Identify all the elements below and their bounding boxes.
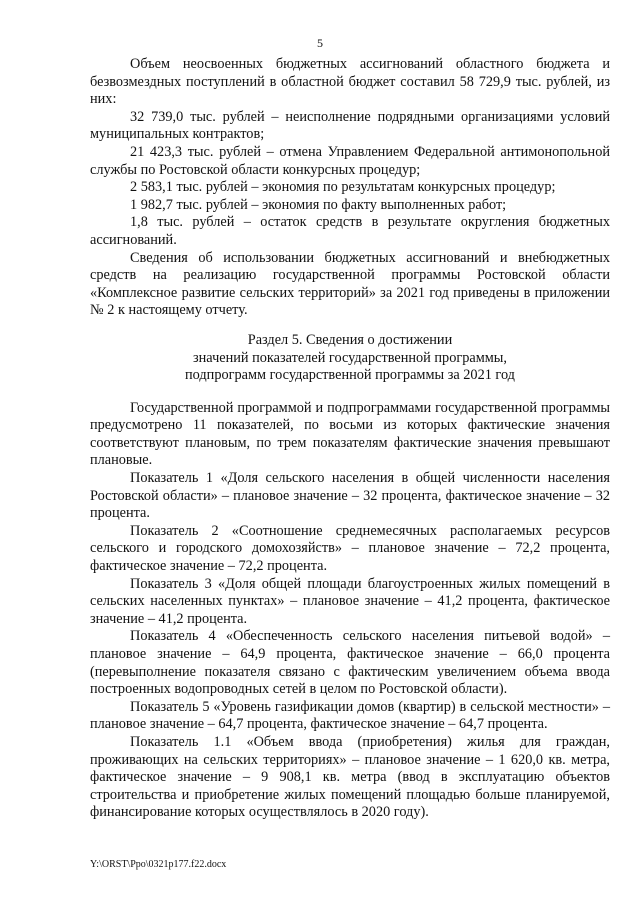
- paragraph-item-rounding: 1,8 тыс. рублей – остаток средств в результате округления бюджетных ассигнований.: [90, 214, 610, 248]
- page-number: 5: [317, 36, 323, 50]
- section-title: [90, 332, 610, 385]
- paragraph-item-savings-tender: 2 583,1 тыс. рублей – экономия по результатам конкурсных процедур;: [130, 179, 556, 196]
- paragraph-item-contracts: 32 739,0 тыс. рублей – неисполнение подрядными организациями условий муниципальных контрактов;: [90, 108, 610, 143]
- section-title-line-3: подпрограмм государственной программы за 2021 год: [185, 367, 515, 384]
- paragraph-indicator-4: Показатель 4 «Обеспеченность сельского населения питьевой водой» – плановое значение – 64,9 процента, фактическое значение – 66,0 процента (перевыполнение показателя связано с фактическим увеличением объема ввода построенных водопроводных сетей в целом по Ростовской области).: [90, 628, 610, 698]
- section-title-line-2: значений показателей государственной программы,: [193, 349, 507, 366]
- paragraph-item-savings-works: 1 982,7 тыс. рублей – экономия по факту выполненных работ;: [130, 196, 507, 213]
- paragraph-indicators-overview: Государственной программой и подпрограммами государственной программы предусмотрено 11 показателей, по восьми из которых фактические значения соответствуют плановым, по трем показателям фактические значения превышают плановые.: [90, 399, 610, 469]
- paragraph-appendix-reference: Сведения об использовании бюджетных ассигнований и внебюджетных средств на реализацию государственной программы Ростовской области «Комплексное развитие сельских территорий» за 2021 год приведены в приложении № 2 к настоящему отчету.: [90, 249, 610, 319]
- paragraph-indicator-2: Показатель 2 «Соотношение среднемесячных располагаемых ресурсов сельского и городского домохозяйств» – плановое значение – 72,2 процента, фактическое значение – 72,2 процента.: [90, 522, 610, 575]
- paragraph-indicator-5: Показатель 5 «Уровень газификации домов (квартир) в сельской местности» – плановое значение – 64,7 процента, фактическое значение – 64,7 процента.: [90, 698, 610, 733]
- paragraph-indicator-1-1: Показатель 1.1 «Объем ввода (приобретения) жилья для граждан, проживающих на сельских территориях» – плановое значение – 1 620,0 кв. метра, фактическое значение – 9 908,1 кв. метра (ввод в эксплуатацию объектов строительства и приобретение жилых помещений площадью больше планируемой, финансирование которых осуществлялось в 2020 году).: [90, 733, 610, 821]
- section-title-line-1: Раздел 5. Сведения о достижении: [247, 331, 453, 348]
- footer-file-path: Y:\ORST\Ppo\0321p177.f22.docx: [90, 859, 227, 870]
- paragraph-item-fas: 21 423,3 тыс. рублей – отмена Управлением Федеральной антимонопольной службы по Ростовской области конкурсных процедур;: [90, 143, 610, 178]
- paragraph-indicator-1: Показатель 1 «Доля сельского населения в общей численности населения Ростовской области» – плановое значение – 32 процента, фактическое значение – 32 процента.: [90, 470, 610, 522]
- paragraph-unspent-budget: Объем неосвоенных бюджетных ассигнований областного бюджета и безвозмездных поступлений в областной бюджет составил 58 729,9 тыс. рублей, из них:: [90, 56, 610, 108]
- document-body: [90, 56, 610, 822]
- paragraph-indicator-3: Показатель 3 «Доля общей площади благоустроенных жилых помещений в сельских населенных пунктах» – плановое значение – 41,2 процента, фактическое значение – 41,2 процента.: [90, 575, 610, 627]
